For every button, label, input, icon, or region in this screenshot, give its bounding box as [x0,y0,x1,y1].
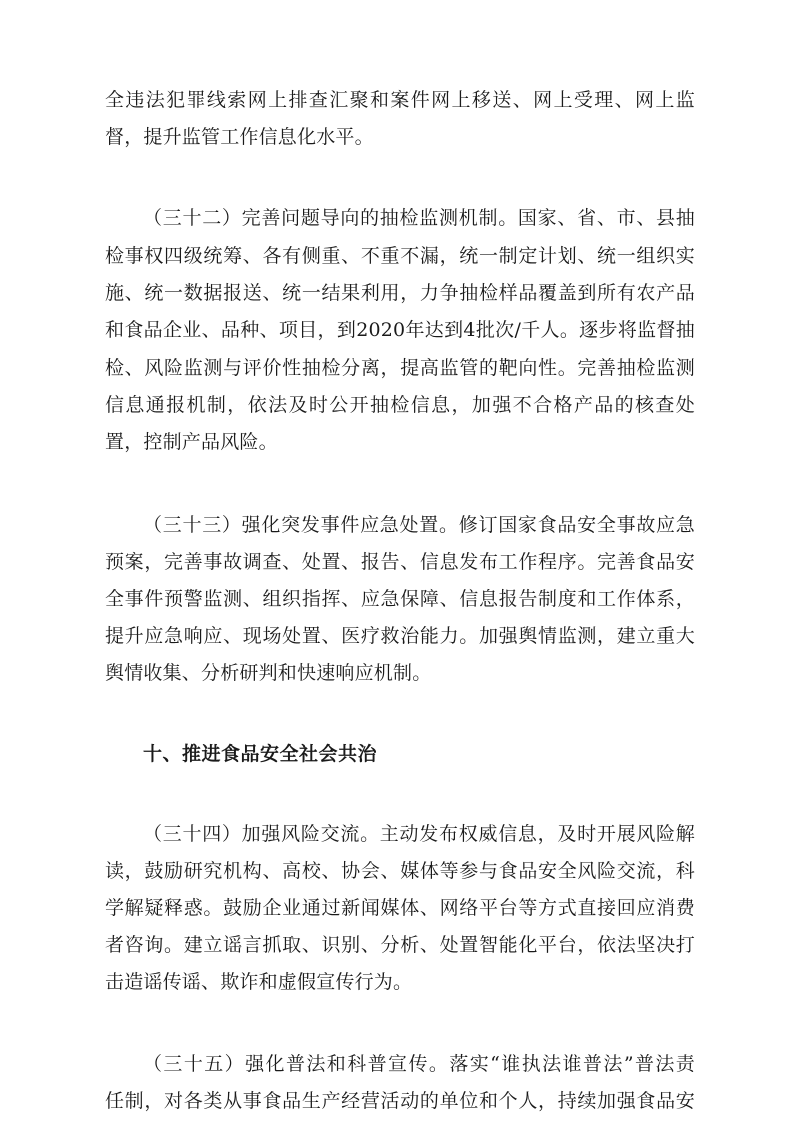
paragraph-line: （三十四）加强风险交流。主动发布权威信息，及时开展风险解 [143,823,695,845]
paragraph-line: 任制，对各类从事食品生产经营活动的单位和个人，持续加强食品安 [105,1090,695,1112]
paragraph-line: 读，鼓励研究机构、高校、协会、媒体等参与食品安全风险交流，科 [105,860,695,882]
paragraph-line: 置，控制产品风险。 [105,431,278,453]
paragraph-line: 施、统一数据报送、统一结果利用，力争抽检样品覆盖到所有农产品 [105,282,695,304]
paragraph-line: （三十二）完善问题导向的抽检监测机制。国家、省、市、县抽 [143,207,695,229]
paragraph-line: 和食品企业、品种、项目，到2020年达到4批次/千人。逐步将监督抽 [105,319,695,341]
paragraph-line: 击造谣传谣、欺诈和虚假宣传行为。 [105,971,413,993]
paragraph-line: 全违法犯罪线索网上排查汇聚和案件网上移送、网上受理、网上监 [105,89,695,111]
paragraph-line: 者咨询。建立谣言抓取、识别、分析、处置智能化平台，依法坚决打 [105,934,695,956]
section-heading: 十、推进食品安全社会共治 [143,743,378,765]
paragraph-line: 检、风险监测与评价性抽检分离，提高监管的靶向性。完善抽检监测 [105,357,695,379]
paragraph-line: 学解疑释惑。鼓励企业通过新闻媒体、网络平台等方式直接回应消费 [105,897,695,919]
paragraph-line: 检事权四级统筹、各有侧重、不重不漏，统一制定计划、统一组织实 [105,245,695,267]
paragraph-line: 舆情收集、分析研判和快速响应机制。 [105,662,432,684]
paragraph-line: 信息通报机制，依法及时公开抽检信息，加强不合格产品的核查处 [105,394,695,416]
paragraph-line: 预案，完善事故调查、处置、报告、信息发布工作程序。完善食品安 [105,551,695,573]
paragraph-line: （三十五）强化普法和科普宣传。落实“谁执法谁普法”普法责 [143,1053,695,1075]
paragraph-line: （三十三）强化突发事件应急处置。修订国家食品安全事故应急 [143,514,695,536]
paragraph-line: 全事件预警监测、组织指挥、应急保障、信息报告制度和工作体系， [105,588,695,610]
paragraph-line: 督，提升监管工作信息化水平。 [105,126,374,148]
paragraph-line: 提升应急响应、现场处置、医疗救治能力。加强舆情监测，建立重大 [105,625,695,647]
